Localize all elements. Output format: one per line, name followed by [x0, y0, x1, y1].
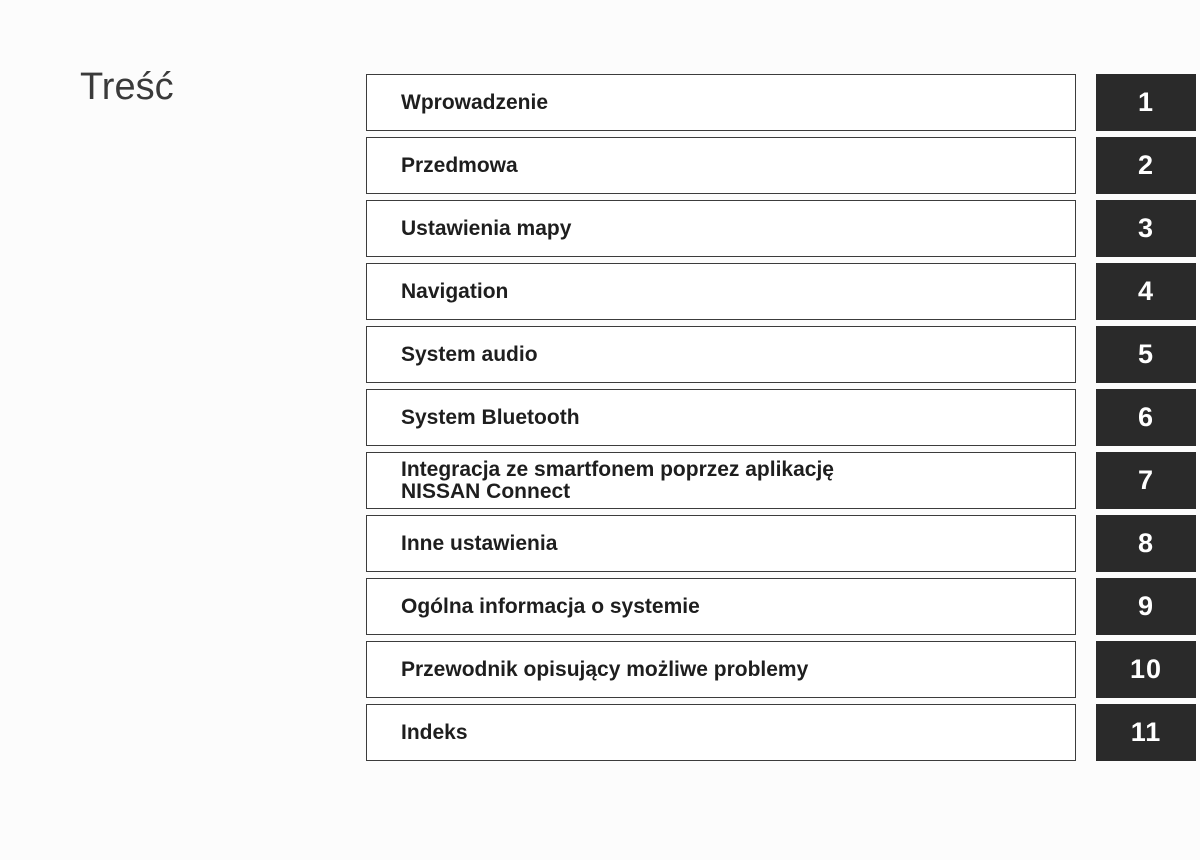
- chapter-tab-2[interactable]: [1096, 137, 1196, 194]
- toc-entry-label: Ogólna informacja o systemie: [401, 594, 700, 618]
- toc-row-6: [366, 389, 1196, 452]
- toc-row-1: [366, 74, 1196, 137]
- toc-row-10: [366, 641, 1196, 704]
- toc-entry-wprowadzenie[interactable]: [366, 74, 1076, 131]
- chapter-number: 9: [1137, 591, 1155, 621]
- chapter-tab-11[interactable]: [1096, 704, 1196, 761]
- toc-row-11: [366, 704, 1196, 767]
- toc-entry-label: Wprowadzenie: [401, 90, 549, 114]
- toc-row-2: [366, 137, 1196, 200]
- toc-entry-przewodnik[interactable]: [366, 641, 1076, 698]
- page-title: Treść: [80, 66, 174, 108]
- chapter-number: 6: [1137, 402, 1155, 432]
- chapter-number: 3: [1137, 213, 1155, 243]
- toc-entry-label: Przewodnik opisujący możliwe problemy: [401, 657, 809, 681]
- toc-row-7: [366, 452, 1196, 515]
- chapter-tab-9[interactable]: [1096, 578, 1196, 635]
- toc-row-8: [366, 515, 1196, 578]
- toc-entry-przedmowa[interactable]: [366, 137, 1076, 194]
- chapter-tab-7[interactable]: [1096, 452, 1196, 509]
- chapter-tab-1[interactable]: [1096, 74, 1196, 131]
- chapter-tab-10[interactable]: [1096, 641, 1196, 698]
- chapter-number: 2: [1137, 150, 1155, 180]
- toc-row-5: [366, 326, 1196, 389]
- toc-entry-label: System Bluetooth: [401, 405, 580, 429]
- chapter-number: 7: [1137, 465, 1155, 495]
- toc-entry-ogolna-informacja[interactable]: [366, 578, 1076, 635]
- chapter-number: 5: [1137, 339, 1155, 369]
- table-of-contents: [366, 74, 1196, 767]
- toc-entry-nissan-connect[interactable]: [366, 452, 1076, 509]
- toc-entry-system-bluetooth[interactable]: [366, 389, 1076, 446]
- toc-row-4: [366, 263, 1196, 326]
- toc-entry-label: Inne ustawienia: [401, 531, 558, 555]
- toc-entry-label: Navigation: [401, 279, 509, 303]
- chapter-number: 8: [1137, 528, 1155, 558]
- chapter-tab-8[interactable]: [1096, 515, 1196, 572]
- chapter-tab-4[interactable]: [1096, 263, 1196, 320]
- chapter-number: 11: [1130, 717, 1162, 747]
- toc-row-9: [366, 578, 1196, 641]
- chapter-tab-5[interactable]: [1096, 326, 1196, 383]
- chapter-number: 10: [1129, 654, 1163, 684]
- chapter-number: 1: [1137, 87, 1155, 117]
- toc-entry-label: Przedmowa: [401, 153, 518, 177]
- toc-entry-ustawienia-mapy[interactable]: [366, 200, 1076, 257]
- chapter-number: 4: [1137, 276, 1155, 306]
- toc-entry-label: Ustawienia mapy: [401, 216, 572, 240]
- chapter-tab-6[interactable]: [1096, 389, 1196, 446]
- chapter-tab-3[interactable]: [1096, 200, 1196, 257]
- toc-entry-indeks[interactable]: [366, 704, 1076, 761]
- toc-entry-label: Indeks: [401, 720, 468, 744]
- toc-entry-system-audio[interactable]: [366, 326, 1076, 383]
- toc-entry-inne-ustawienia[interactable]: [366, 515, 1076, 572]
- toc-entry-label: Integracja ze smartfonem poprzez aplikację NISSAN Connect: [401, 457, 834, 503]
- toc-row-3: [366, 200, 1196, 263]
- toc-entry-label: System audio: [401, 342, 538, 366]
- toc-entry-navigation[interactable]: [366, 263, 1076, 320]
